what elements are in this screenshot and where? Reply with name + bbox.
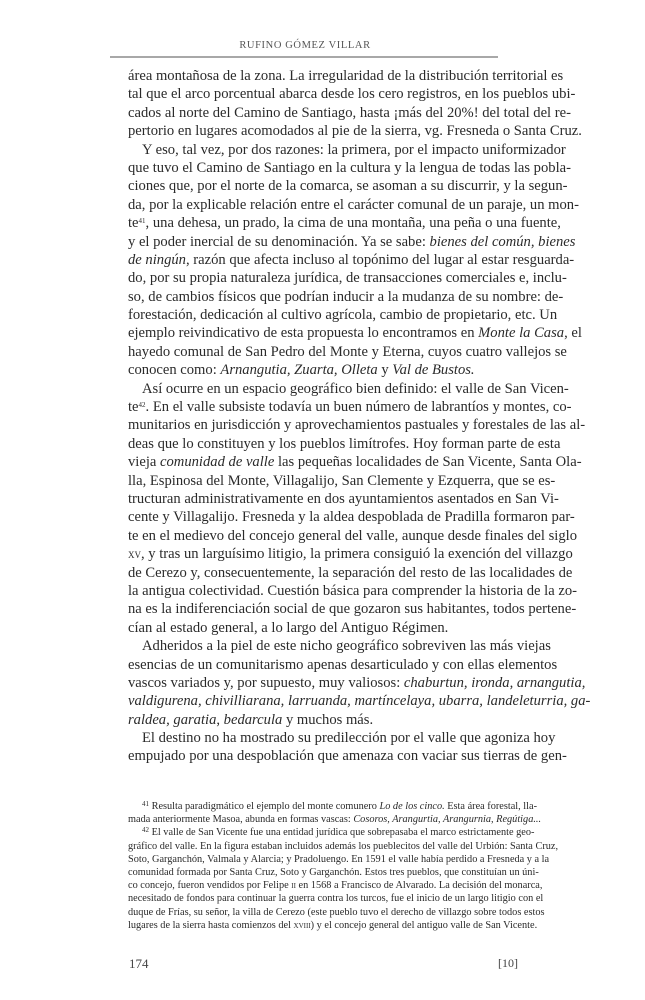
footnotes-line: $^{42}$ El valle de San Vicente fue una entidad jurídica que sobrepasaba el marco estrictamente geo- [142,826,535,839]
italic-text: bedarcula [223,711,283,728]
body-line: forestación, dedicación al cultivo agrícola, cambio de propietario, etc. Un [128,307,558,324]
footnotes-line: mada anteriormente Masoa, abunda en formas vascas: Cosoros, Arangurtia, Arangurnia, Regútiga... [128,814,542,826]
body-line: Así ocurre en un espacio geográfico bien definido: el valle de San Vicen- [142,380,569,397]
body-line: pertorio en lugares acomodados al pie de la sierra, vg. Fresneda o Santa Cruz. [128,123,582,140]
body-line: ciones que, por el norte de la comarca, se asoman a su discurrir, y la segun- [128,178,568,195]
footnotes-line: duque de Frías, su señor, la villa de Cerezo (este pueblo tuvo el derecho de villazgo sobre todos estos [128,906,545,918]
body-line: raldea, garatia, bedarcula y muchos más. [128,711,374,728]
italic-text: valdigurena, chivilliarana, larruanda, martíncelaya, ubarra, landeleturria, ga- [128,693,591,710]
body-line: deas que lo constituyen y los pueblos limítrofes. Hoy forman parte de esta [128,435,561,452]
body-line: hayedo comunal de San Pedro del Monte y Eterna, cuyos cuatro vallejos se [128,343,567,360]
body-line: $te^{41}$, una dehesa, un prado, la cima de una montaña, una peña o una fuente, [128,215,561,232]
body-line [128,692,591,710]
body-line: te en el medievo del concejo general del valle, aunque desde finales del siglo [128,527,577,544]
small-caps-text: xv [128,546,141,562]
running-head: RUFINO GÓMEZ VILLAR [239,40,371,51]
body-line: ejemplo reivindicativo de esta propuesta lo encontramos en Monte la Casa, el [128,325,582,342]
body-line: conocen como: Arnangutia, Zuarta, Olleta y Val de Bustos. [128,362,475,379]
body-line: lla, Espinosa del Monte, Villagalijo, San Clemente y Ezquerra, que se es- [128,472,556,489]
body-line: y el poder inercial de su denominación. Ya se sabe: bienes del común, bienes [128,233,576,250]
body-line: Adheridos a la piel de este nicho geográfico sobreviven las más viejas [142,638,551,655]
italic-text: comunidad de valle [160,454,275,471]
body-line: tructuran administrativamente en dos ayuntamientos asentados en San Vi- [128,490,559,507]
body-line: da, por la explicable relación entre el carácter comunal de un paraje, un mon- [128,196,579,213]
body-line: empujado por una despoblación que amenaza con vaciar sus tierras de gen- [128,748,567,765]
body-line: tal que el arco porcentual abarca desde los cero registros, en los pueblos ubi- [128,86,576,103]
body-text [128,67,591,766]
footnotes-line: comunidad formada por Santa Cruz, Soto y Garganchón. Estos tres pueblos, que constituían un úni- [128,866,539,878]
header-rule [110,56,498,58]
body-line: vascos variados y, por supuesto, muy valiosos: chaburtun, ironda, arnangutia, [128,674,586,691]
body-line: cían al estado general, a lo largo del Antiguo Régimen. [128,619,449,636]
footnote-marker: 42 [142,826,149,835]
italic-text: Lo de los cinco. [379,801,445,812]
body-line: cados al norte del Camino de Santiago, hasta ¡más del 20%! del total del re- [128,104,571,121]
body-line: esencias de un comunitarismo apenas desarticulado y con ellas elementos [128,656,558,673]
italic-text: Val de Bustos. [392,362,475,379]
footnotes-line: Soto, Garganchón, Valmala y Alarcia; y Pradoluengo. En 1591 el valle había perdido a Fresneda y a la [128,853,550,865]
body-line: que tuvo el Camino de Santiago en la cultura y la lengua de todas las pobla- [128,159,571,176]
italic-text: Cosoros, Arangurtia, Arangurnia, Regútiga... [353,814,542,826]
small-caps-text: ii [291,881,296,892]
italic-text: bienes del común, bienes [429,233,576,250]
footnotes [128,800,559,932]
footnote-reference: 41 [138,217,146,226]
footnotes-line: $^{41}$ Resulta paradigmático el ejemplo del monte comunero Lo de los cinco. Esta área forestal, lla- [142,800,538,812]
body-line: na es la indiferenciación social de que gozaron sus habitantes, todos pertene- [128,601,577,618]
body-line: área montañosa de la zona. La irregularidad de la distribución territorial es [128,68,564,84]
italic-text: de ningún [128,251,186,268]
body-line: vieja comunidad de valle las pequeñas localidades de San Vicente, Santa Ola- [128,454,582,471]
body-line: so, de cambios físicos que podrían inducir a la mudanza de su nombre: de- [128,288,564,305]
footnote-marker: 41 [142,800,149,808]
body-line: de Cerezo y, consecuentemente, la separación del resto de las localidades de [128,564,573,581]
italic-text: Arnangutia, Zuarta, Olleta [220,362,378,379]
body-line: la antigua colectividad. Cuestión básica para comprender la historia de la zo- [128,582,577,599]
footnotes-line: gráfico del valle. En la figura estaban incluidos además los pueblecitos del valle del Urbión: Santa Cruz, [128,840,559,852]
italic-text: Monte la Casa [478,325,565,342]
body-line: El destino no ha mostrado su predilección por el valle que agoniza hoy [142,730,556,747]
italic-text: chaburtun, ironda, arnangutia, [403,674,586,691]
footnotes-line: necesitado de fondos para continuar la guerra contra los turcos, fue el inicio de un largo litigio con el [128,893,544,905]
italic-text: raldea, garatia [128,711,217,728]
body-line: xv, y tras un larguísimo litigio, la primera consiguió la exención del villazgo [128,546,573,563]
footnotes-line: co concejo, fueron vendidos por Felipe ii en 1568 a Francisco de Alvarado. La decisión del monarca, [128,880,543,892]
body-line: cente y Villagalijo. Fresneda y la aldea despoblada de Pradilla formaron par- [128,509,575,526]
bracket-page-number: [10] [498,956,518,970]
body-line: Y eso, tal vez, por dos razones: la primera, por el impacto uniformizador [142,141,566,158]
body-line: munitarios en jurisdicción y aprovechamientos pastuales y forestales de las al- [128,417,586,434]
body-line: de ningún, razón que afecta incluso al topónimo del lugar al estar resguarda- [128,251,575,268]
footnote-reference: 42 [138,401,146,410]
small-caps-text: xviii [293,920,311,931]
footnotes-line: lugares de la sierra hasta comienzos del xviii) y el concejo general del antiguo valle de San Vicente. [128,919,538,931]
body-line: $te^{42}$. En el valle subsiste todavía un buen número de labrantíos y montes, co- [128,399,572,416]
page-number: 174 [129,956,149,971]
body-line: do, por su propia naturaleza jurídica, de transacciones comerciales e, inclu- [128,270,567,287]
